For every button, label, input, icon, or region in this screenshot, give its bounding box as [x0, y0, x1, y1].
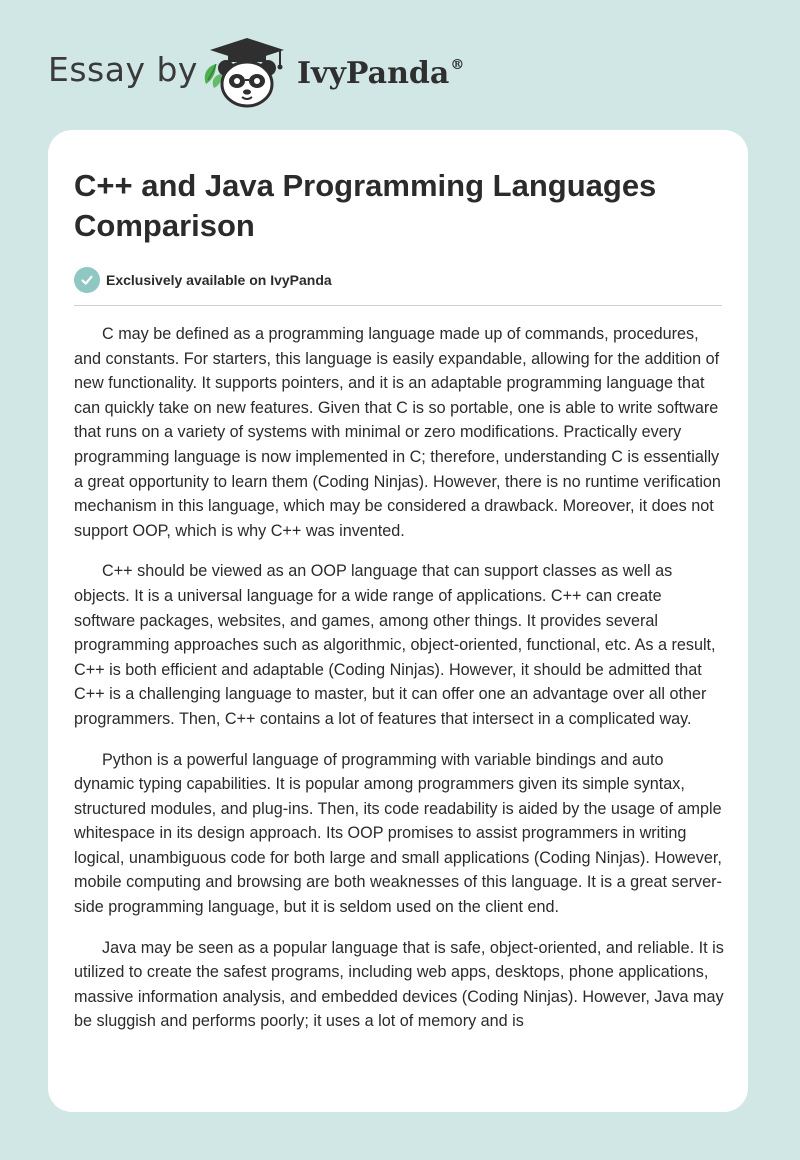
divider: [74, 305, 722, 306]
essay-by-label: Essay by: [48, 50, 198, 89]
essay-card: [48, 130, 748, 1112]
site-header: [0, 0, 800, 130]
paragraph: C++ should be viewed as an OOP language that can support classes as well as objects. It is a universal language for a wide range of applications. C++ can create software packages, websites, and games, among other things. It provides several programming approaches such as algorithmic, object-oriented, functional, etc. As a result, C++ is both efficient and adaptable (Coding Ninjas). However, it should be admitted that C++ is a challenging language to master, but it can offer one an advantage over all other programmers. Then, C++ contains a lot of features that intersect in a complicated way.: [74, 562, 716, 728]
essay-body: [74, 322, 724, 1034]
check-circle-icon: [74, 267, 100, 293]
paragraph: Java may be seen as a popular language that is safe, object-oriented, and reliable. It is utilized to create the safest programs, including web apps, desktops, phone applications, massive information analysis, and embedded devices (Coding Ninjas). However, Java may be sluggish and performs poorly; it uses a lot of memory and is: [74, 938, 724, 1031]
badge-text: Exclusively available on IvyPanda: [106, 272, 332, 288]
brand-text: IvyPanda: [297, 56, 450, 91]
essay-title: C++ and Java Programming Languages Comparison: [74, 168, 657, 243]
paragraph: C may be defined as a programming language made up of commands, procedures, and constants. For starters, this language is easily expandable, allowing for the addition of new functionality. It supports pointers, and it is an adaptable programming language that can quickly take on new features. Given that C is so portable, one is able to write software that runs on a variety of systems with minimal or zero modifications. Practically every programming language is now implemented in C; therefore, understanding C is essentially a great opportunity to learn them (Coding Ninjas). However, there is no runtime verification mechanism in this language, which may be considered a drawback. Moreover, it does not support OOP, which is why C++ was invented.: [74, 325, 721, 540]
trademark-symbol: ®: [450, 57, 465, 73]
panda-logo-icon[interactable]: [200, 36, 294, 110]
brand-name[interactable]: [297, 56, 464, 91]
paragraph: Python is a powerful language of programming with variable bindings and auto dynamic typing capabilities. It is popular among programmers given its simple syntax, structured modules, and plug-ins. Then, its code readability is aided by the usage of ample whitespace in its design approach. Its OOP promises to assist programmers in writing logical, unambiguous code for both large and small applications (Coding Ninjas). However, mobile computing and browsing are both weaknesses of this language. It is a great server-side programming language, but it is seldom used on the client end.: [74, 750, 722, 917]
exclusive-badge: [74, 266, 721, 294]
